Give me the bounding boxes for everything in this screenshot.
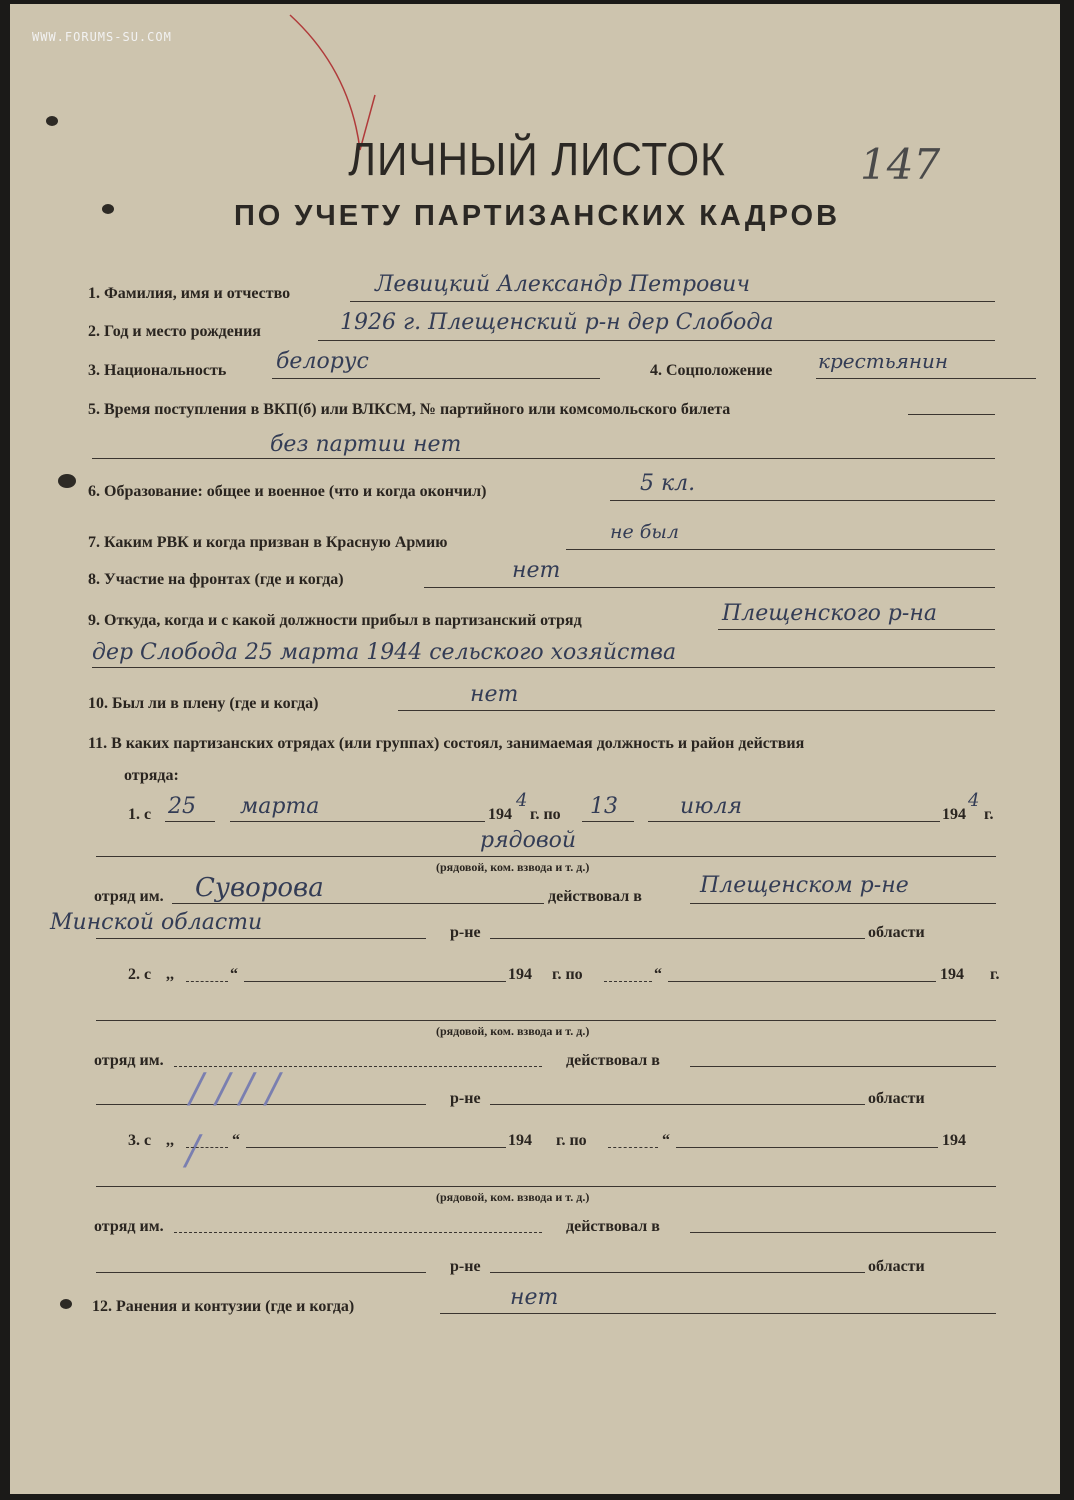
field-9-value-1: Плещенского р-на (722, 601, 937, 626)
field-1-line (350, 301, 995, 302)
pencil-mark: / (186, 1128, 200, 1174)
entry-1-year-prefix: 194 (488, 806, 512, 823)
entry-2-acted-in: действовал в (566, 1052, 660, 1069)
entry-2-day-line (186, 981, 228, 982)
entry-3-region-line-a (96, 1272, 426, 1273)
entry-3-district-suffix: р-не (450, 1258, 481, 1275)
entry-3-day-line (186, 1147, 228, 1148)
entry-2-district-line (690, 1066, 996, 1067)
field-3-label: 3. Национальность (88, 362, 227, 379)
entry-1-unit: Суворова (195, 873, 324, 903)
entry-2-month-line (244, 981, 506, 982)
field-10-line (398, 710, 995, 711)
field-9-value-2: дер Слобода 25 марта 1944 сельского хозяйства (92, 640, 677, 665)
entry-3-year-prefix-to: 194 (942, 1132, 966, 1149)
entry-2-quote-close-to: “ (654, 966, 662, 983)
entry-1-number: 1. с (128, 806, 152, 823)
page-title: ЛИЧНЫЙ ЛИСТОК (348, 133, 726, 185)
entry-3-unit-line (174, 1232, 542, 1233)
entry-1-position-hint: (рядовой, ком. взвода и т. д.) (436, 860, 590, 874)
entry-3-district-line (690, 1232, 996, 1233)
entry-1-month-to-line (648, 821, 940, 822)
punch-hole (46, 116, 58, 126)
field-5-value: без партии нет (270, 432, 462, 457)
entry-1-month-line (230, 821, 485, 822)
pencil-mark: / / (190, 1066, 230, 1112)
entry-2-region-suffix: области (868, 1090, 925, 1107)
entry-3-quote-close-to: “ (662, 1132, 670, 1149)
entry-2-day-to-line (604, 981, 652, 982)
field-5-line-b (92, 458, 995, 459)
field-5-line-a (908, 414, 995, 415)
field-2-label: 2. Год и место рождения (88, 323, 261, 340)
field-9-label: 9. Откуда, когда и с какой должности прибыл в партизанский отряд (88, 612, 582, 629)
entry-1-year-from: 4 (516, 790, 528, 811)
field-7-line (566, 549, 995, 550)
field-4-label: 4. Соцположение (650, 362, 773, 379)
entry-1-year-to: 4 (968, 790, 980, 811)
entry-2-position-hint: (рядовой, ком. взвода и т. д.) (436, 1024, 590, 1038)
entry-1-g: г. (984, 806, 994, 823)
entry-3-number: 3. с (128, 1132, 152, 1149)
entry-1-month-to: июля (680, 794, 743, 819)
field-10-label: 10. Был ли в плену (где и когда) (88, 695, 319, 712)
field-1-value: Левицкий Александр Петрович (375, 272, 750, 297)
field-8-line (424, 587, 995, 588)
field-11-label: 11. В каких партизанских отрядах (или группах) состоял, занимаемая должность и район действия (88, 735, 805, 752)
field-10-value: нет (470, 682, 519, 707)
entry-3-position-line (96, 1186, 996, 1187)
entry-3-quote-open: ,, (166, 1132, 174, 1149)
entry-1-position-line (96, 856, 996, 857)
entry-2-quote-close: “ (230, 966, 238, 983)
field-9-line-b (92, 667, 995, 668)
entry-2-unit-label: отряд им. (94, 1052, 164, 1069)
field-6-value: 5 кл. (640, 471, 696, 496)
entry-2-number: 2. с (128, 966, 152, 983)
entry-2-quote-open: ,, (166, 966, 174, 983)
field-7-value: не был (610, 521, 679, 543)
watermark: WWW.FORUMS-SU.COM (32, 30, 172, 44)
field-2-line (318, 340, 995, 341)
entry-2-district-suffix: р-не (450, 1090, 481, 1107)
field-12-value: нет (510, 1285, 559, 1310)
field-4-line (816, 378, 1036, 379)
field-1-label: 1. Фамилия, имя и отчество (88, 285, 291, 302)
page-subtitle: ПО УЧЕТУ ПАРТИЗАНСКИХ КАДРОВ (233, 200, 841, 232)
entry-1-district-suffix: р-не (450, 924, 481, 941)
entry-2-month-to-line (668, 981, 936, 982)
entry-2-position-line (96, 1020, 996, 1021)
field-2-value: 1926 г. Плещенский р-н дер Слобода (340, 310, 774, 335)
entry-1-day-to-line (582, 821, 634, 822)
entry-1-month: марта (240, 794, 320, 819)
punch-hole (60, 1299, 72, 1309)
entry-1-g-po: г. по (530, 806, 561, 823)
entry-1-region-line-a (96, 938, 426, 939)
field-7-label: 7. Каким РВК и когда призван в Красную Армию (88, 534, 448, 551)
field-3-line (272, 378, 600, 379)
entry-3-year-prefix: 194 (508, 1132, 532, 1149)
entry-1-day-to: 13 (590, 794, 618, 819)
entry-1-position: рядовой (480, 828, 577, 853)
entry-1-region-suffix: области (868, 924, 925, 941)
entry-1-year-prefix-to: 194 (942, 806, 966, 823)
entry-3-month-to-line (676, 1147, 938, 1148)
field-9-line-a (718, 629, 995, 630)
entry-3-region-line-b (490, 1272, 865, 1273)
field-12-label: 12. Ранения и контузии (где и когда) (92, 1298, 355, 1315)
entry-3-quote-close: “ (232, 1132, 240, 1149)
entry-1-region-line-b (490, 938, 865, 939)
entry-1-region: Минской области (50, 910, 263, 935)
entry-3-unit-label: отряд им. (94, 1218, 164, 1235)
entry-1-day: 25 (168, 794, 196, 819)
entry-2-g: г. (990, 966, 1000, 983)
entry-1-unit-label: отряд им. (94, 888, 164, 905)
entry-3-g-po: г. по (556, 1132, 587, 1149)
field-5-label: 5. Время поступления в ВКП(б) или ВЛКСМ, № партийного или комсомольского билета (88, 401, 731, 418)
entry-2-year-prefix: 194 (508, 966, 532, 983)
pencil-mark: / / (240, 1066, 280, 1112)
archive-number: 147 (860, 140, 941, 189)
entry-1-acted-in: действовал в (548, 888, 642, 905)
field-11-label-2: отряда: (124, 767, 179, 784)
entry-3-position-hint: (рядовой, ком. взвода и т. д.) (436, 1190, 590, 1204)
entry-3-acted-in: действовал в (566, 1218, 660, 1235)
field-4-value: крестьянин (818, 349, 949, 373)
entry-1-unit-line (172, 903, 544, 904)
entry-2-g-po: г. по (552, 966, 583, 983)
field-8-value: нет (512, 558, 561, 583)
entry-2-year-prefix-to: 194 (940, 966, 964, 983)
field-6-label: 6. Образование: общее и военное (что и когда окончил) (88, 483, 487, 500)
entry-1-district: Плещенском р-не (700, 873, 909, 898)
field-3-value: белорус (276, 349, 369, 374)
entry-2-region-line-b (490, 1104, 865, 1105)
punch-hole (58, 474, 76, 488)
entry-1-district-line (690, 903, 996, 904)
entry-3-day-to-line (608, 1147, 658, 1148)
entry-3-region-suffix: области (868, 1258, 925, 1275)
field-6-line (610, 500, 995, 501)
entry-1-day-line (165, 821, 215, 822)
field-12-line (440, 1313, 996, 1314)
field-8-label: 8. Участие на фронтах (где и когда) (88, 571, 344, 588)
entry-3-month-line (246, 1147, 506, 1148)
